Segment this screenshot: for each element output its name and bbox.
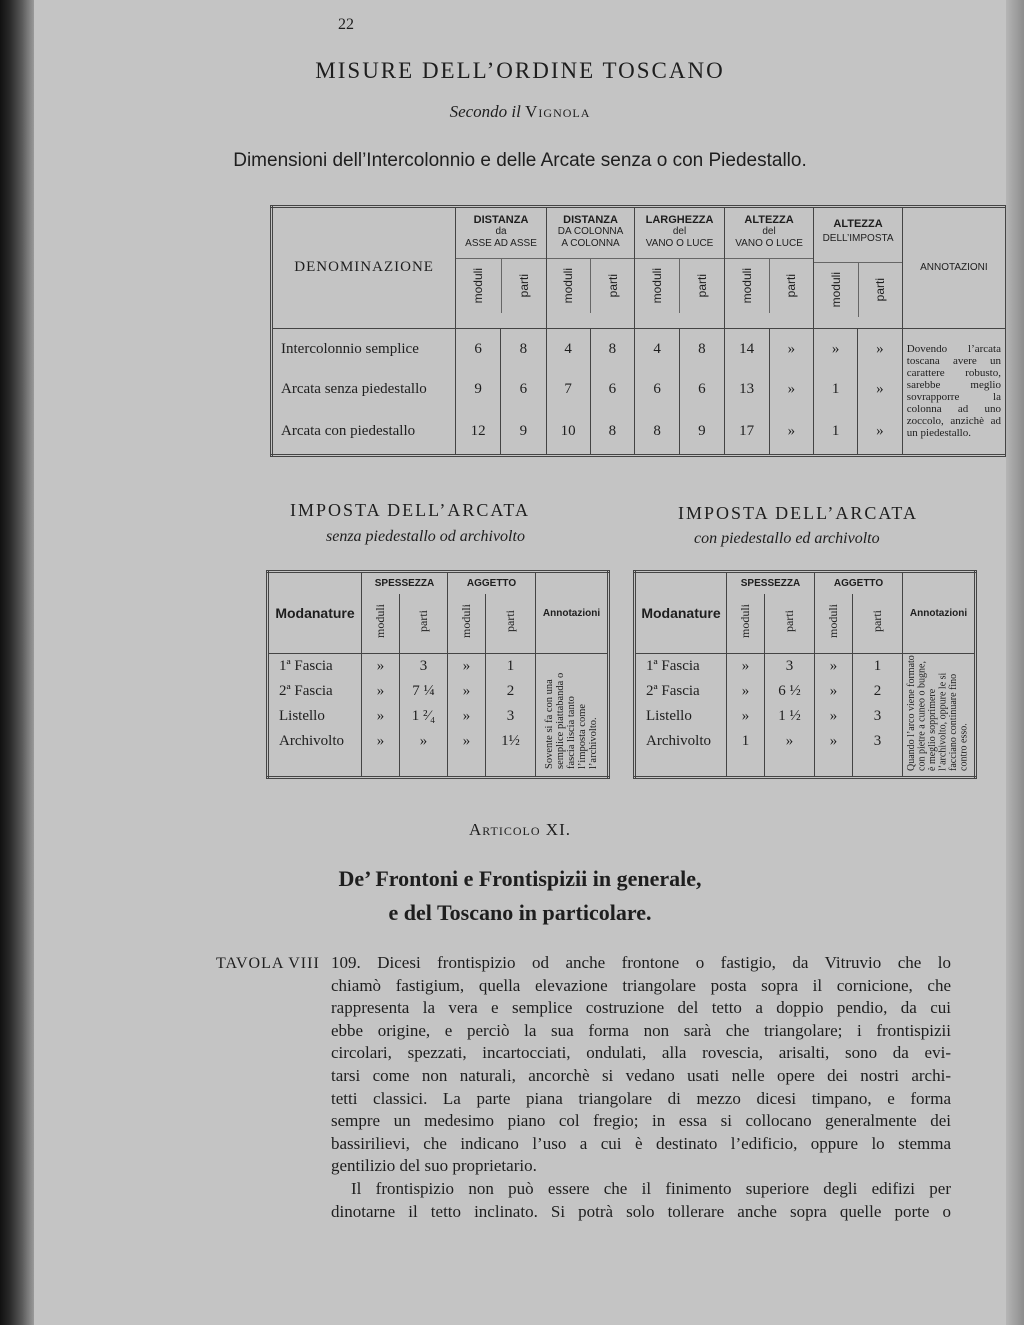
cell: 3 xyxy=(486,704,536,729)
text-line: dinotarne il tetto inclinato. Si potrà solo tollerare anche sopra quelle porte o xyxy=(331,1201,951,1221)
cell: 1 xyxy=(814,370,858,409)
article-number: Articolo XI. xyxy=(469,820,571,839)
cell: 12 xyxy=(456,409,501,455)
moduli-label: moduli xyxy=(739,268,754,304)
cell: » xyxy=(815,654,853,679)
modanature-label: Modanature xyxy=(641,605,721,621)
cell: 13 xyxy=(724,370,769,409)
parti-header xyxy=(853,594,903,654)
text-line: 109. Dicesi frontispizio od anche frontone o fastigio, da Vitruvio che lo xyxy=(331,953,951,972)
group-header xyxy=(724,207,814,329)
text-line: circolari, spezzati, incartocciati, ondulati, alla rovescia, arisalti, sono da evi- xyxy=(331,1043,951,1063)
cell: » xyxy=(362,729,400,778)
page-edge xyxy=(1006,0,1024,1325)
row-label: Arcata senza piedestallo xyxy=(281,381,427,398)
group-line1: DA COLONNA xyxy=(557,226,624,237)
text-line: rappresenta la vera e semplice costruzione del tetto a doppio pendio, da cui xyxy=(331,998,951,1018)
denominazione-label: DENOMINAZIONE xyxy=(294,259,434,276)
moduli-label: moduli xyxy=(650,268,665,304)
cell: 6 xyxy=(456,328,501,370)
subtitle-name: Vignola xyxy=(525,102,591,121)
cell: » xyxy=(815,729,853,778)
modanature-header xyxy=(268,572,362,654)
parti-label: parti xyxy=(873,278,888,302)
cell: 1 xyxy=(486,654,536,679)
row-label: 2ª Fascia xyxy=(279,682,333,699)
spessezza-header xyxy=(727,572,815,594)
cell: 6 xyxy=(635,370,680,409)
parti-header xyxy=(765,594,815,654)
cell: » xyxy=(448,729,486,778)
parti-label: parti xyxy=(605,274,620,298)
aggetto-header xyxy=(815,572,903,594)
row-label: 2ª Fascia xyxy=(646,682,700,699)
cell: 9 xyxy=(456,370,501,409)
row-label: Listello xyxy=(646,707,692,724)
cell: » xyxy=(858,328,903,370)
text-line: ebbe origine, e perciò la sua forma non sarà che triangolare; i frontispizii xyxy=(331,1020,951,1040)
cell: » xyxy=(727,704,765,729)
moduli-label: moduli xyxy=(826,603,840,638)
article-title-line2: e del Toscano in particolare. xyxy=(388,900,652,925)
cell: » xyxy=(769,328,814,370)
moduli-label: moduli xyxy=(561,268,576,304)
group-line2: A COLONNA xyxy=(561,238,620,249)
row-label: Listello xyxy=(279,707,325,724)
moduli-header xyxy=(727,594,765,654)
cell: » xyxy=(815,704,853,729)
imposta-left-table xyxy=(266,570,610,779)
page-number: 22 xyxy=(338,16,354,33)
text-line: gentilizio del suo proprietario. xyxy=(331,1156,537,1176)
page-subtitle xyxy=(34,102,1006,122)
cell: » xyxy=(448,679,486,704)
cell: 1 ²⁄₄ xyxy=(400,704,448,729)
annotation-cell xyxy=(536,654,609,778)
cell: » xyxy=(400,729,448,778)
moduli-label: moduli xyxy=(471,268,486,304)
cell: 4 xyxy=(546,328,590,370)
row-label: Archivolto xyxy=(279,732,344,749)
parti-header xyxy=(400,594,448,654)
cell: 9 xyxy=(680,409,725,455)
table-note: Quando l’arco viene formato con pietre a cuneo o bugne, è meglio sopprimere l’archivolto, oppure le si facciano continuare fino contro esso. xyxy=(906,654,970,771)
tavola-reference: TAVOLA VIII xyxy=(216,955,320,972)
text-line: chiamò fastigium, quella elevazione triangolare posta sopra il cornicione, che xyxy=(331,975,951,995)
cell: » xyxy=(815,679,853,704)
parti-label: parti xyxy=(784,274,799,298)
parti-label: parti xyxy=(416,609,430,632)
cell: 9 xyxy=(501,409,547,455)
cell: 7 ¼ xyxy=(400,679,448,704)
cell: 8 xyxy=(680,328,725,370)
cell: 8 xyxy=(590,409,635,455)
group-line2: DELL’IMPOSTA xyxy=(822,233,894,244)
cell: 3 xyxy=(853,704,903,729)
parti-label: parti xyxy=(516,274,531,298)
cell: » xyxy=(727,679,765,704)
group-title: LARGHEZZA xyxy=(645,214,714,226)
annotazioni-header xyxy=(903,572,976,654)
cell: 1½ xyxy=(486,729,536,778)
group-line1: del xyxy=(672,226,687,237)
imposta-right-subtitle: con piedestallo ed archivolto xyxy=(694,530,880,547)
parti-label: parti xyxy=(782,609,796,632)
page xyxy=(34,0,1006,1325)
cell: » xyxy=(769,409,814,455)
cell: 8 xyxy=(501,328,547,370)
moduli-label: moduli xyxy=(373,603,387,638)
cell: 1 xyxy=(853,654,903,679)
cell: » xyxy=(765,729,815,778)
table-note: Sovente si fa con una semplice piattabanda o fascia liscia tanto l’imposta come l’archivolto. xyxy=(544,672,600,769)
cell: 8 xyxy=(635,409,680,455)
spessezza-header xyxy=(362,572,448,594)
moduli-header xyxy=(448,594,486,654)
group-line2: ASSE AD ASSE xyxy=(465,238,537,249)
cell: » xyxy=(858,370,903,409)
group-title: DISTANZA xyxy=(473,214,529,226)
cell: » xyxy=(362,654,400,679)
modanature-header xyxy=(635,572,727,654)
text-line: sempre un medesimo piano col fregio; in essa si collocano generalmente dei xyxy=(331,1111,951,1131)
page-title: MISURE DELL’ORDINE TOSCANO xyxy=(315,58,725,83)
cell: 2 xyxy=(853,679,903,704)
cell: 17 xyxy=(724,409,769,455)
cell: 6 xyxy=(590,370,635,409)
text-line: tetti classici. La parte piana triangolare di mezzo dicesi timpano, e forma xyxy=(331,1088,951,1108)
moduli-header xyxy=(362,594,400,654)
denominazione-header xyxy=(272,207,456,329)
group-line1: da xyxy=(495,226,507,237)
group-line2: VANO O LUCE xyxy=(645,238,714,249)
cell: 7 xyxy=(546,370,590,409)
text-line: Il frontispizio non può essere che il finimento superiore degli edifizi per xyxy=(351,1178,951,1198)
imposta-right-title: IMPOSTA DELL’ARCATA xyxy=(678,503,918,523)
intercolonnio-table xyxy=(270,205,1008,457)
text-line: tarsi come non naturali, ancorchè si vedano usati nelle opere dei nostri archi- xyxy=(331,1065,951,1085)
cell: » xyxy=(727,654,765,679)
annotazioni-header xyxy=(536,572,609,654)
group-header xyxy=(814,207,902,329)
cell: 2 xyxy=(486,679,536,704)
cell: 3 xyxy=(765,654,815,679)
parti-label: parti xyxy=(870,609,884,632)
annotazioni-label: Annotazioni xyxy=(909,607,968,619)
row-label: Intercolonnio semplice xyxy=(281,340,419,357)
group-header xyxy=(456,207,547,329)
aggetto-label: AGGETTO xyxy=(466,577,517,589)
parti-header xyxy=(486,594,536,654)
cell: » xyxy=(858,409,903,455)
cell: 10 xyxy=(546,409,590,455)
cell: » xyxy=(448,654,486,679)
cell: 6 xyxy=(680,370,725,409)
cell: » xyxy=(769,370,814,409)
cell: 4 xyxy=(635,328,680,370)
moduli-header xyxy=(815,594,853,654)
imposta-left-title: IMPOSTA DELL’ARCATA xyxy=(290,500,530,520)
parti-label: parti xyxy=(503,609,517,632)
group-header xyxy=(546,207,634,329)
cell: » xyxy=(362,704,400,729)
group-line2: VANO O LUCE xyxy=(735,238,803,249)
cell: 1 xyxy=(727,729,765,778)
group-header xyxy=(635,207,725,329)
group-line1: del xyxy=(762,226,776,237)
cell: 6 ½ xyxy=(765,679,815,704)
group-title: DISTANZA xyxy=(563,214,618,226)
aggetto-header xyxy=(448,572,536,594)
cell: 8 xyxy=(590,328,635,370)
book-spine xyxy=(0,0,34,1325)
cell: 6 xyxy=(501,370,547,409)
aggetto-label: AGGETTO xyxy=(833,577,884,589)
table-note: Dovendo l’arcata toscana avere un carattere robusto, sarebbe meglio sovrapporre la colonna ad uno zoccolo, anzichè ad un piedestallo. xyxy=(902,328,1006,455)
modanature-label: Modanature xyxy=(275,605,355,621)
spessezza-label: SPESSEZZA xyxy=(374,577,435,589)
group-title: ALTEZZA xyxy=(833,218,883,230)
body-paragraph xyxy=(331,952,951,1223)
cell: 1 xyxy=(814,409,858,455)
text-line: bassirilievi, che indicano l’uso a cui è destinato l’edificio, oppure lo stemma xyxy=(331,1133,951,1153)
subtitle-text: Secondo il xyxy=(449,102,521,121)
annotazioni-label: ANNOTAZIONI xyxy=(920,261,988,273)
cell: 1 ½ xyxy=(765,704,815,729)
imposta-left-subtitle: senza piedestallo od archivolto xyxy=(326,528,525,545)
moduli-label: moduli xyxy=(738,603,752,638)
row-label: 1ª Fascia xyxy=(646,657,700,674)
article-title-line1: De’ Frontoni e Frontispizii in generale, xyxy=(338,866,702,891)
parti-label: parti xyxy=(694,274,709,298)
moduli-label: moduli xyxy=(459,603,473,638)
row-label: Arcata con piedestallo xyxy=(281,423,416,440)
section-heading: Dimensioni dell’Intercolonnio e delle Arcate senza o con Piedestallo. xyxy=(233,150,807,171)
cell: 3 xyxy=(400,654,448,679)
row-label: Archivolto xyxy=(646,732,711,749)
moduli-label: moduli xyxy=(828,272,843,308)
cell: » xyxy=(448,704,486,729)
annotazioni-header xyxy=(902,207,1006,329)
spessezza-label: SPESSEZZA xyxy=(740,577,801,589)
annotazioni-label: Annotazioni xyxy=(542,607,601,619)
cell: 3 xyxy=(853,729,903,778)
group-title: ALTEZZA xyxy=(744,214,794,226)
imposta-right-table xyxy=(633,570,977,779)
cell: » xyxy=(362,679,400,704)
row-label: 1ª Fascia xyxy=(279,657,333,674)
cell: 14 xyxy=(724,328,769,370)
cell: » xyxy=(814,328,858,370)
annotation-cell xyxy=(903,654,976,778)
